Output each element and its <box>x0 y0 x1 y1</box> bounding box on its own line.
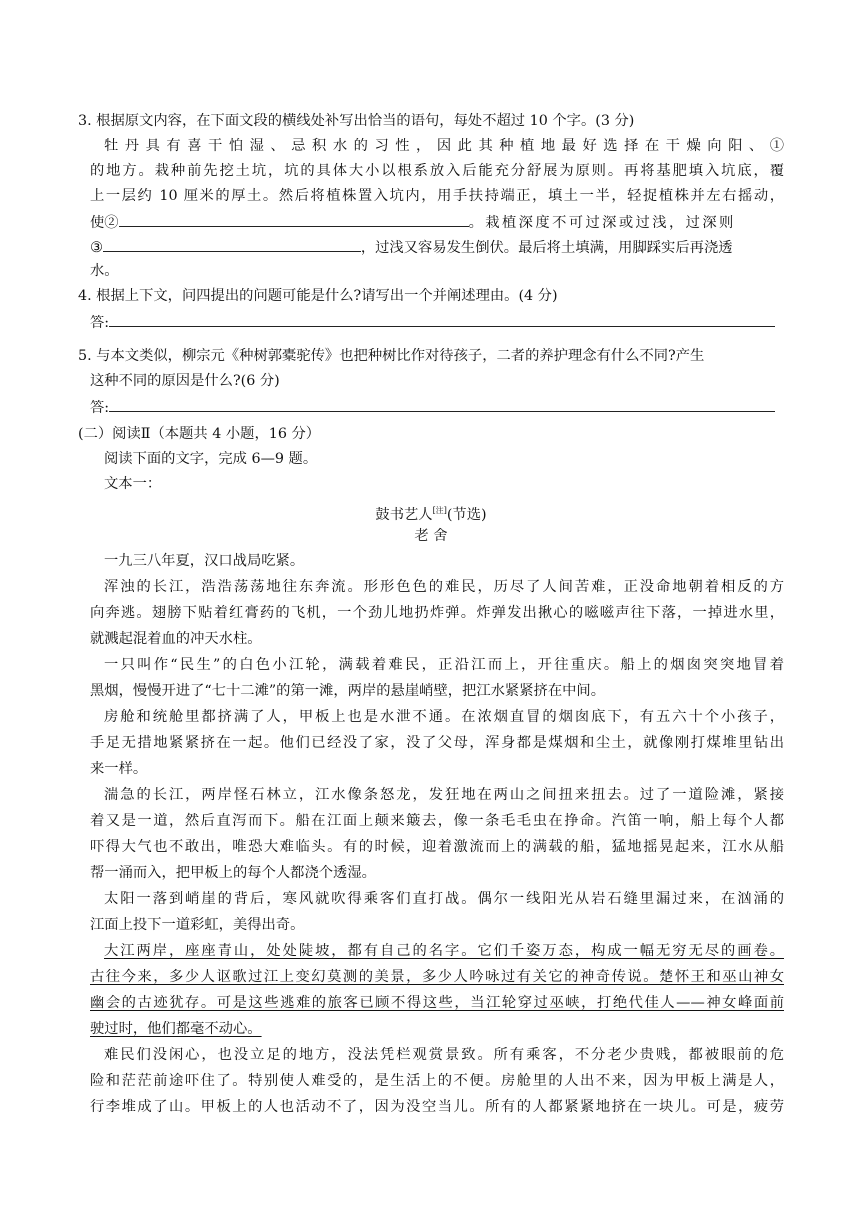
section-instruction: 阅读下面的文字，完成 6—9 题。 <box>104 451 318 467</box>
article-line: 江面上投下一道彩虹，美得出奇。 <box>90 917 305 933</box>
article-line: 向奔逃。翅膀下贴着红膏药的飞机，一个劲儿地扔炸弹。炸弹发出揪心的嗞嗞声往下落，一掉进水里， <box>90 605 784 621</box>
question-3-passage-line: 牡丹具有喜干怕湿、忌积水的习性，因此其种植地最好选择在干燥向阳、① <box>104 138 784 154</box>
underlined-article-line: 古往今来，多少人讴歌过江上变幻莫测的美景，多少人吟咏过有关它的神奇传说。楚怀王和巫山神女 <box>90 969 784 985</box>
article-line: 来一样。 <box>90 761 148 777</box>
question-5-answer-row <box>90 396 784 418</box>
article-line: 湍急的长江，两岸怪石林立，江水像条怒龙，发狂地在两山之间扭来扭去。过了一道险滩，紧接 <box>104 787 784 803</box>
article-line: 一只叫作“民生”的白色小江轮，满载着难民，正沿江而上，开往重庆。船上的烟囱突突地冒着 <box>104 657 784 673</box>
answer-blank-3[interactable] <box>103 236 361 252</box>
article-line: 一九三八年夏，汉口战局吃紧。 <box>104 553 305 569</box>
article-line: 险和茫茫前途吓住了。特别使人难受的，是生活上的不便。房舱里的人出不来，因为甲板上满是人， <box>90 1073 784 1089</box>
question-3-passage-line: 上一层约 10 厘米的厚土。然后将植株置入坑内，用手扶持端正，填土一半，轻捉植株并左右摇动， <box>90 188 784 204</box>
blank-3-label: ③ <box>90 240 103 256</box>
article-line: 就溅起混着血的冲天水柱。 <box>90 631 262 647</box>
footnote-mark: [注] <box>432 506 447 515</box>
article-title: 鼓书艺人[注](节选) <box>375 506 487 523</box>
article-line: 难民们没闲心，也没立足的地方，没法凭栏观赏景致。所有乘客，不分老少贵贱，都被眼前的危 <box>104 1047 784 1063</box>
passage-text: 。栽植深度不可过深或过浅，过深则 <box>468 215 736 231</box>
underlined-article-line: 大江两岸，座座青山，处处陡坡，都有自己的名字。它们千姿万态，构成一幅无穷无尽的画卷。 <box>104 943 784 959</box>
article-line: 帮一涌而入，把甲板上的每个人都浇个透湿。 <box>90 865 376 881</box>
passage-text: ，过浅又容易发生倒伏。最后将土填满，用脚踩实后再浇透 <box>360 240 733 256</box>
underlined-article-line: 驶过时，他们都毫不动心。 <box>90 1021 262 1037</box>
article-line: 吓得大气也不敢出，唯恐大难临头。有的时候，迎着激流而上的满载的船，猛地摇晃起来，江水从船 <box>90 839 784 855</box>
section-header: (二）阅读Ⅱ（本题共 4 小题，16 分） <box>78 426 321 442</box>
article-line: 太阳一落到峭崖的背后，寒风就吹得乘客们直打战。偶尔一线阳光从岩石缝里漏过来，在汹涌的 <box>104 891 784 907</box>
article-line: 行李堆成了山。甲板上的人也活动不了，因为没空当儿。所有的人都紧紧地挤在一块儿。可是，疲劳 <box>90 1099 784 1115</box>
question-5-stem-cont: 这种不同的原因是什么?(6 分) <box>90 373 280 389</box>
question-3-passage-line <box>90 236 784 258</box>
article-line: 手足无措地紧紧挤在一起。他们已经没了家，没了父母，浑身都是煤烟和尘土，就像刚打煤堆里钻出 <box>90 735 784 751</box>
article-line: 浑浊的长江，浩浩荡荡地往东奔流。形形色色的难民，历尽了人间苦难，正没命地朝着相反的方 <box>104 579 784 595</box>
question-4-answer-row <box>90 311 784 333</box>
question-3-passage-line: 水。 <box>90 263 119 279</box>
underlined-article-line: 幽会的古迹犹存。可是这些逃难的旅客已顾不得这些，当江轮穿过巫峡，打绝代佳人——神女峰面前 <box>90 995 784 1011</box>
question-3-passage-line: 的地方。栽种前先挖土坑，坑的具体大小以根系放入后能充分舒展为原则。再将基肥填入坑底，覆 <box>90 163 784 179</box>
answer-blank-2[interactable] <box>119 211 469 227</box>
answer-label: 答: <box>90 400 110 416</box>
answer-line-4[interactable] <box>109 311 775 327</box>
blank-2-label: 使② <box>90 215 119 231</box>
text-label: 文本一： <box>104 476 162 492</box>
article-line: 着又是一道，然后直泻而下。船在江面上颠来簸去，像一条毛毛虫在挣命。汽笛一响，船上每个人都 <box>90 813 784 829</box>
question-3-stem: 3. 根据原文内容，在下面文段的横线处补写出恰当的语句，每处不超过 10 个字。(3 分) <box>78 113 635 129</box>
question-4-stem: 4. 根据上下文，问四提出的问题可能是什么?请写出一个并阐述理由。(4 分) <box>78 288 558 304</box>
article-line: 黑烟，慢慢开进了“七十二滩”的第一滩，两岸的悬崖峭壁，把江水紧紧挤在中间。 <box>90 683 606 699</box>
article-line: 房舱和统舱里都挤满了人，甲板上也是水泄不通。在浓烟直冒的烟囱底下，有五六十个小孩子， <box>104 709 784 725</box>
answer-line-5[interactable] <box>109 396 775 412</box>
article-author: 老 舍 <box>414 528 448 544</box>
question-3-passage-line <box>90 211 784 233</box>
answer-label: 答: <box>90 315 110 331</box>
question-5-stem: 5. 与本文类似，柳宗元《种树郭橐驼传》也把种树比作对待孩子，二者的养护理念有什么不同?产生 <box>78 348 705 364</box>
